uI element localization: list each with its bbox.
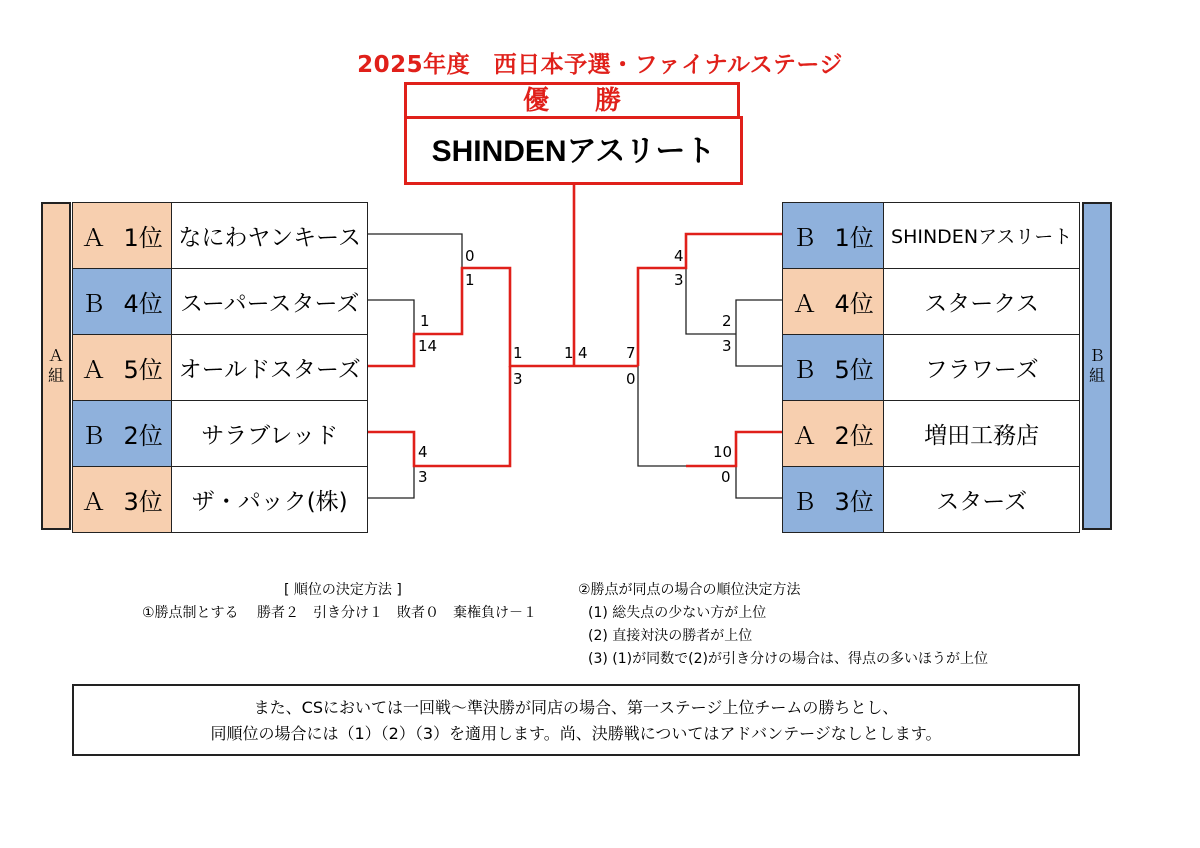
group-b-label-1: Ｂ: [1088, 346, 1105, 365]
team-name: スタークス: [884, 269, 1079, 335]
score-r-r1-bot: 3: [722, 337, 732, 355]
rule-1: ①勝点制とする 勝者２ 引き分け１ 敗者０ 棄権負け－１: [142, 605, 537, 621]
line-l1: [368, 234, 462, 268]
note-line-1: また、CSにおいては一回戦～準決勝が同店の場合、第一ステージ上位チームの勝ちとし、: [253, 698, 899, 717]
rank-position: 2位: [834, 422, 874, 450]
team-name: ザ・パック(株): [172, 467, 367, 533]
right-team-list: [782, 202, 1080, 533]
left-team-row-5: [73, 467, 367, 533]
right-team-row-2: [783, 269, 1079, 335]
group-a-label-1: Ａ: [47, 346, 64, 365]
line-r3: [736, 300, 782, 366]
left-team-row-4: [73, 401, 367, 467]
team-name: オールドスターズ: [172, 335, 367, 401]
rank-group: Ａ: [81, 224, 106, 252]
note-box: [72, 684, 1080, 756]
group-b-strip: [1082, 202, 1112, 530]
score-l-r1-bot: 14: [418, 337, 438, 355]
rank-cell: [73, 203, 172, 269]
score-l-sf-top: 1: [513, 344, 523, 362]
left-team-row-1: [73, 203, 367, 269]
score-final-left: 1: [564, 344, 574, 362]
rank-group: Ｂ: [792, 488, 817, 516]
rank-cell: [783, 335, 884, 401]
group-a-label-2: 組: [47, 366, 64, 385]
score-r-r1-top: 2: [722, 312, 732, 330]
champion-name: SHINDENアスリート: [404, 116, 743, 185]
score-r-r2-bot: 3: [674, 271, 684, 289]
rank-group: Ｂ: [792, 356, 817, 384]
rank-cell: [783, 467, 884, 533]
score-r-sf-bot: 0: [626, 370, 636, 388]
note-line-2: 同順位の場合には（1）（2）（3）を適用します。尚、決勝戦についてはアドバンテージなしとします。: [210, 724, 942, 743]
rank-position: 5位: [123, 356, 163, 384]
rule-2-heading: ②勝点が同点の場合の順位決定方法: [578, 582, 801, 598]
rank-cell: [783, 269, 884, 335]
rank-group: Ｂ: [792, 224, 817, 252]
right-team-row-3: [783, 335, 1079, 401]
rank-position: 4位: [123, 290, 163, 318]
right-team-row-1: [783, 203, 1079, 269]
team-name: SHINDENアスリート: [884, 203, 1079, 269]
rank-cell: [783, 401, 884, 467]
score-r-r3-top: 10: [713, 443, 733, 461]
score-l-r3-top: 4: [418, 443, 428, 461]
line-l5: [368, 466, 414, 498]
left-team-row-3: [73, 335, 367, 401]
team-name: 増田工務店: [884, 401, 1079, 467]
group-b-label-2: 組: [1088, 366, 1105, 385]
rules-heading: [ 順位の決定方法 ]: [284, 582, 402, 598]
team-name: フラワーズ: [884, 335, 1079, 401]
left-team-list: [72, 202, 368, 533]
group-a-strip: [41, 202, 71, 530]
rank-group: Ｂ: [81, 422, 106, 450]
line-r5: [736, 466, 782, 498]
rank-position: 1位: [123, 224, 163, 252]
rank-position: 3位: [123, 488, 163, 516]
team-name: サラブレッド: [172, 401, 367, 467]
rank-cell: [73, 467, 172, 533]
score-r-sf-top: 7: [626, 344, 636, 362]
rank-group: Ａ: [792, 290, 817, 318]
team-name: スーパースターズ: [172, 269, 367, 335]
score-l-sf-bot: 3: [513, 370, 523, 388]
rank-cell: [73, 401, 172, 467]
rank-position: 2位: [123, 422, 163, 450]
right-team-row-5: [783, 467, 1079, 533]
rule-2-item-2: (2) 直接対決の勝者が上位: [588, 628, 753, 644]
right-team-row-4: [783, 401, 1079, 467]
rank-position: 5位: [834, 356, 874, 384]
left-team-row-2: [73, 269, 367, 335]
line-r-sf-bot: [638, 366, 686, 466]
rank-cell: [783, 203, 884, 269]
score-l-r3-bot: 3: [418, 468, 428, 486]
rank-group: Ｂ: [81, 290, 106, 318]
team-name: スターズ: [884, 467, 1079, 533]
line-r-top2: [686, 432, 782, 466]
rank-position: 1位: [834, 224, 874, 252]
score-final-right: 4: [578, 344, 588, 362]
rule-2-item-1: (1) 総失点の少ない方が上位: [588, 605, 767, 621]
score-l-r2-top: 0: [465, 247, 475, 265]
rank-position: 4位: [834, 290, 874, 318]
score-l-r2-bot: 1: [465, 271, 475, 289]
champion-label: 優勝: [522, 86, 667, 116]
rule-2-item-3: (3) (1)が同数で(2)が引き分けの場合は、得点の多いほうが上位: [588, 651, 988, 667]
score-r-r3-bot: 0: [721, 468, 731, 486]
score-r-r2-top: 4: [674, 247, 684, 265]
line-l2: [368, 300, 414, 334]
rank-cell: [73, 269, 172, 335]
rank-position: 3位: [834, 488, 874, 516]
line-l4: [368, 366, 510, 466]
rank-group: Ａ: [81, 488, 106, 516]
score-l-r1-top: 1: [420, 312, 430, 330]
rank-cell: [73, 335, 172, 401]
page-title: 2025年度 西日本予選・ファイナルステージ: [357, 52, 843, 78]
rank-group: Ａ: [81, 356, 106, 384]
team-name: なにわヤンキース: [172, 203, 367, 269]
rank-group: Ａ: [792, 422, 817, 450]
